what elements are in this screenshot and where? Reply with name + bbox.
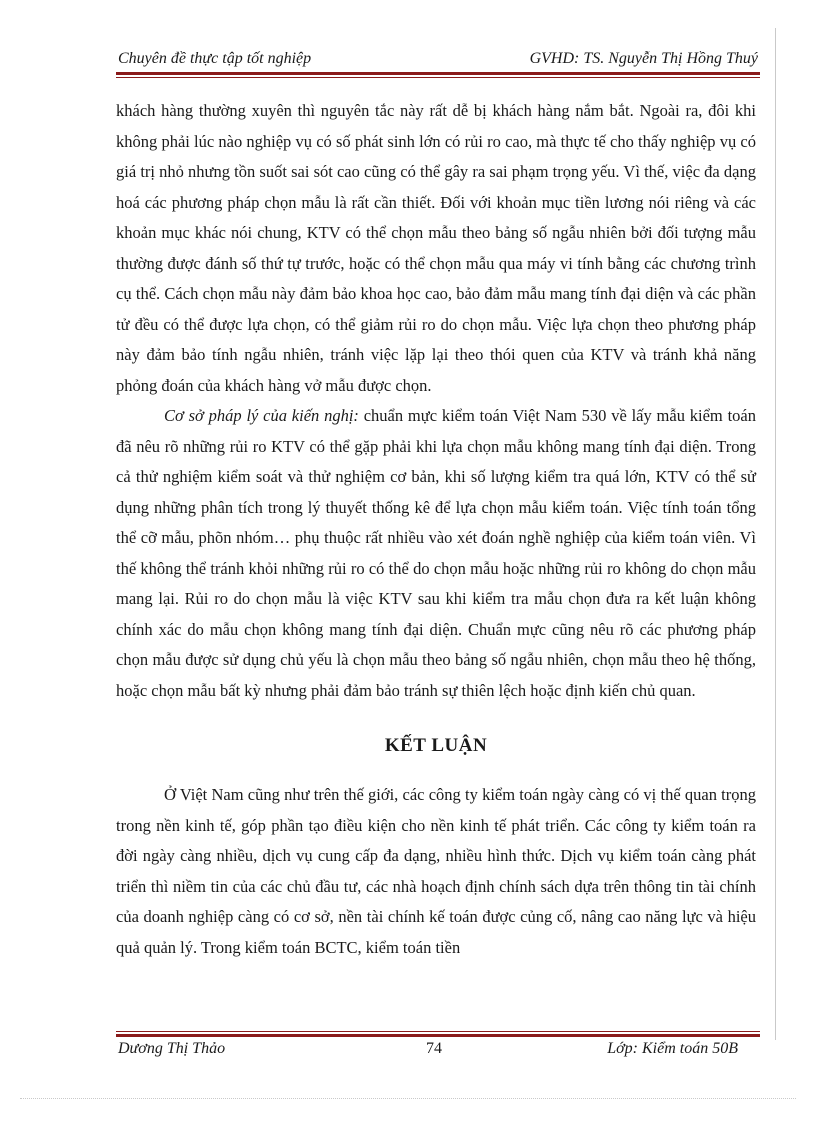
paragraph-conclusion: Ở Việt Nam cũng như trên thế giới, các công ty kiểm toán ngày càng có vị thế quan trọng trong nền kinh tế, góp phần tạo điều kiện cho nền kinh tế phát triển. Các công ty kiểm toán ra đời ngày càng nhiều, dịch vụ cung cấp đa dạng, nhiều hình thức. Dịch vụ kiểm toán càng phát triển thì niềm tin của các chủ đầu tư, các nhà hoạch định chính sách dựa trên thông tin tài chính của doanh nghiệp càng có cơ sở, nền tài chính kế toán được củng cố, nâng cao năng lực và hiệu quả quản lý. Trong kiểm toán BCTC, kiểm toán tiền bbox=[116, 785, 756, 957]
footer-rule-thick bbox=[116, 1034, 760, 1037]
paragraph-legal-basis bbox=[116, 401, 756, 706]
margin-line bbox=[775, 28, 776, 1040]
footer-rule-thin bbox=[116, 1031, 760, 1032]
header-rule-thick bbox=[116, 72, 760, 75]
legal-basis-text: chuẩn mực kiểm toán Việt Nam 530 về lấy mẫu kiểm toán đã nêu rõ những rủi ro KTV có thể gặp phải khi lựa chọn mẫu không mang tính đại diện. Trong cả thử nghiệm kiểm soát và thử nghiệm cơ bản, khi số lượng kiểm tra quá lớn, KTV có thể sử dụng những phân tích trong lý thuyết thống kê để lựa chọn mẫu kiểm toán. Việc tính toán tổng thể cỡ mẫu, phõn nhóm… phụ thuộc rất nhiều vào xét đoán nghề nghiệp của kiểm toán viên. Vì thế không thể tránh khỏi những rủi ro có thể do chọn mẫu hoặc những rủi ro không do chọn mẫu mang lại. Rủi ro do chọn mẫu là việc KTV sau khi kiểm tra mẫu chọn đưa ra kết luận không chính xác do mẫu chọn không mang tính đại diện. Chuẩn mực cũng nêu rõ các phương pháp chọn mẫu được sử dụng chủ yếu là chọn mẫu theo bảng số ngẫu nhiên, chọn mẫu theo hệ thống, hoặc chọn mẫu bất kỳ nhưng phải đảm bảo tránh sự thiên lệch hoặc định kiến chủ quan. bbox=[116, 406, 756, 700]
header-title: Chuyên đề thực tập tốt nghiệp bbox=[118, 50, 312, 67]
paragraph-sampling-methods: khách hàng thường xuyên thì nguyên tắc này rất dễ bị khách hàng nắm bắt. Ngoài ra, đôi khi không phải lúc nào nghiệp vụ có số phát sinh lớn có rủi ro cao, mà thực tế cho thấy nghiệp vụ có giá trị nhỏ nhưng tồn suốt sai sót cao cũng có thể gây ra sai phạm trọng yếu. Vì thế, việc đa dạng hoá các phương pháp chọn mẫu là rất cần thiết. Đối với khoản mục tiền lương nói riêng và các khoản mục khác nói chung, KTV có thể chọn mẫu theo bảng số ngẫu nhiên bởi đối tượng mẫu thường được đánh số thứ tự trước, hoặc có thể chọn mẫu qua máy vi tính bằng các chương trình cụ thể. Cách chọn mẫu này đảm bảo khoa học cao, bảo đảm mẫu mang tính đại diện và các phần tử đều có thể được lựa chọn, có thể giảm rủi ro do chọn mẫu. Việc lựa chọn theo phương pháp này đảm bảo tính ngẫu nhiên, tránh việc lặp lại theo thói quen của KTV và tránh khả năng phỏng đoán của khách hàng vở mẫu được chọn. bbox=[116, 101, 756, 395]
page-footer bbox=[118, 1040, 738, 1062]
header-supervisor: GVHD: TS. Nguyễn Thị Hồng Thuý bbox=[529, 50, 758, 67]
legal-basis-lead: Cơ sở pháp lý của kiến nghị: bbox=[164, 406, 359, 425]
page-header bbox=[118, 48, 758, 70]
footer-author: Dương Thị Thảo bbox=[118, 1040, 226, 1057]
page-body bbox=[116, 96, 756, 963]
page-number: 74 bbox=[426, 1040, 442, 1057]
header-rule-thin bbox=[116, 77, 760, 78]
conclusion-heading: KẾT LUẬN bbox=[384, 735, 488, 756]
page-bottom-dotted-line bbox=[20, 1098, 796, 1099]
footer-class: Lớp: Kiểm toán 50B bbox=[607, 1040, 738, 1057]
